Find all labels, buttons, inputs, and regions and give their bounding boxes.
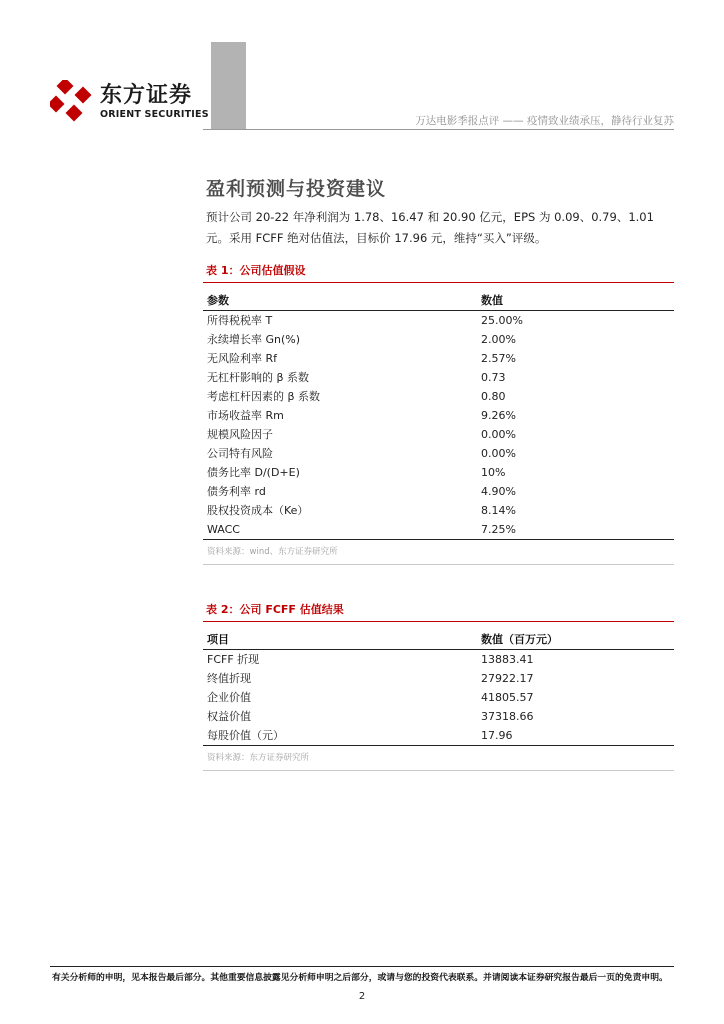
- table2-caption: 表 2：公司 FCFF 估值结果: [206, 603, 344, 616]
- logo-chinese-name: 东方证券: [100, 83, 193, 108]
- table-cell-label: 债务比率 D/(D+E): [207, 466, 300, 479]
- section-title: 盈利预测与投资建议: [206, 178, 387, 200]
- table-cell-label: 永续增长率 Gn(%): [207, 333, 301, 346]
- table-cell-value: 0.80: [481, 390, 506, 403]
- table-cell-value: 9.26%: [481, 409, 516, 422]
- table-row: [203, 387, 674, 406]
- table-cell-label: 债务利率 rd: [207, 485, 266, 498]
- table-cell-value: 37318.66: [481, 710, 534, 723]
- table-row: [203, 368, 674, 387]
- table-cell-label: 每股价值（元）: [207, 729, 284, 742]
- table1-source: 资料来源：wind、东方证券研究所: [203, 540, 674, 565]
- intro-paragraph: 预计公司 20-22 年净利润为 1.78、16.47 和 20.90 亿元，EPS 为 0.09、0.79、1.01 元。采用 FCFF 绝对估值法，目标价 17.96 元，维持“买入”评级。: [206, 210, 654, 245]
- table2-source: 资料来源：东方证券研究所: [203, 746, 674, 771]
- table-cell-value: 25.00%: [481, 314, 523, 327]
- table1-header-param: 参数: [207, 294, 229, 307]
- table1-header-value: 数值: [481, 294, 503, 307]
- footer-disclaimer: 有关分析师的申明，见本报告最后部分。其他重要信息披露见分析师申明之后部分，或请与您的投资代表联系。并请阅读本证券研究报告最后一页的免责申明。: [52, 973, 668, 983]
- table-row: [203, 482, 674, 501]
- valuation-assumptions-table: [203, 260, 674, 565]
- table-cell-value: 8.14%: [481, 504, 516, 517]
- table-cell-label: WACC: [207, 523, 240, 536]
- table-row: [203, 501, 674, 520]
- orient-logo-icon: [50, 80, 92, 122]
- table-cell-label: 终值折现: [207, 672, 251, 685]
- page-number: 2: [358, 991, 366, 1002]
- table-cell-value: 10%: [481, 466, 506, 479]
- table1-header-row: [203, 291, 674, 311]
- table2-body: [203, 650, 674, 745]
- table-cell-value: 17.96: [481, 729, 513, 742]
- table-row: [203, 311, 674, 330]
- table-row: [203, 726, 674, 745]
- table-cell-label: FCFF 折现: [207, 653, 260, 666]
- table-cell-value: 0.00%: [481, 447, 516, 460]
- logo-english-name: ORIENT SECURITIES: [100, 109, 209, 120]
- table-cell-value: 27922.17: [481, 672, 534, 685]
- table-cell-value: 13883.41: [481, 653, 534, 666]
- company-logo: [50, 80, 220, 122]
- table-cell-label: 考虑杠杆因素的 β 系数: [207, 390, 321, 403]
- table1-caption: 表 1：公司估值假设: [206, 264, 306, 277]
- table-row: [203, 669, 674, 688]
- table-row: [203, 650, 674, 669]
- table-cell-label: 所得税税率 T: [207, 314, 273, 327]
- table-cell-value: 2.57%: [481, 352, 516, 365]
- table-cell-value: 0.00%: [481, 428, 516, 441]
- table-row: [203, 463, 674, 482]
- table-row: [203, 406, 674, 425]
- fcff-valuation-table: [203, 599, 674, 771]
- table-row: [203, 330, 674, 349]
- table-row: [203, 688, 674, 707]
- footer-divider: [50, 966, 674, 967]
- table-cell-label: 权益价值: [207, 710, 251, 723]
- table-cell-value: 4.90%: [481, 485, 516, 498]
- report-subtitle: 万达电影季报点评 —— 疫情致业绩承压，静待行业复苏: [415, 115, 674, 127]
- table1-body: [203, 311, 674, 539]
- table-cell-value: 2.00%: [481, 333, 516, 346]
- table-cell-label: 公司特有风险: [207, 447, 273, 460]
- table-row: [203, 349, 674, 368]
- table-cell-value: 7.25%: [481, 523, 516, 536]
- table-cell-label: 无杠杆影响的 β 系数: [207, 371, 310, 384]
- table-cell-value: 0.73: [481, 371, 506, 384]
- table-cell-label: 规模风险因子: [207, 428, 273, 441]
- table-cell-label: 无风险利率 Rf: [207, 352, 278, 365]
- table2-header-item: 项目: [207, 633, 229, 646]
- table-row: [203, 707, 674, 726]
- table2-header-value: 数值（百万元）: [481, 633, 558, 646]
- table2-header-row: [203, 630, 674, 650]
- table-cell-value: 41805.57: [481, 691, 534, 704]
- table-row: [203, 520, 674, 539]
- table-cell-label: 企业价值: [207, 691, 251, 704]
- table-row: [203, 444, 674, 463]
- table-cell-label: 市场收益率 Rm: [207, 409, 284, 422]
- table-cell-label: 股权投资成本（Ke）: [207, 504, 309, 517]
- header-divider: [203, 129, 674, 130]
- table-row: [203, 425, 674, 444]
